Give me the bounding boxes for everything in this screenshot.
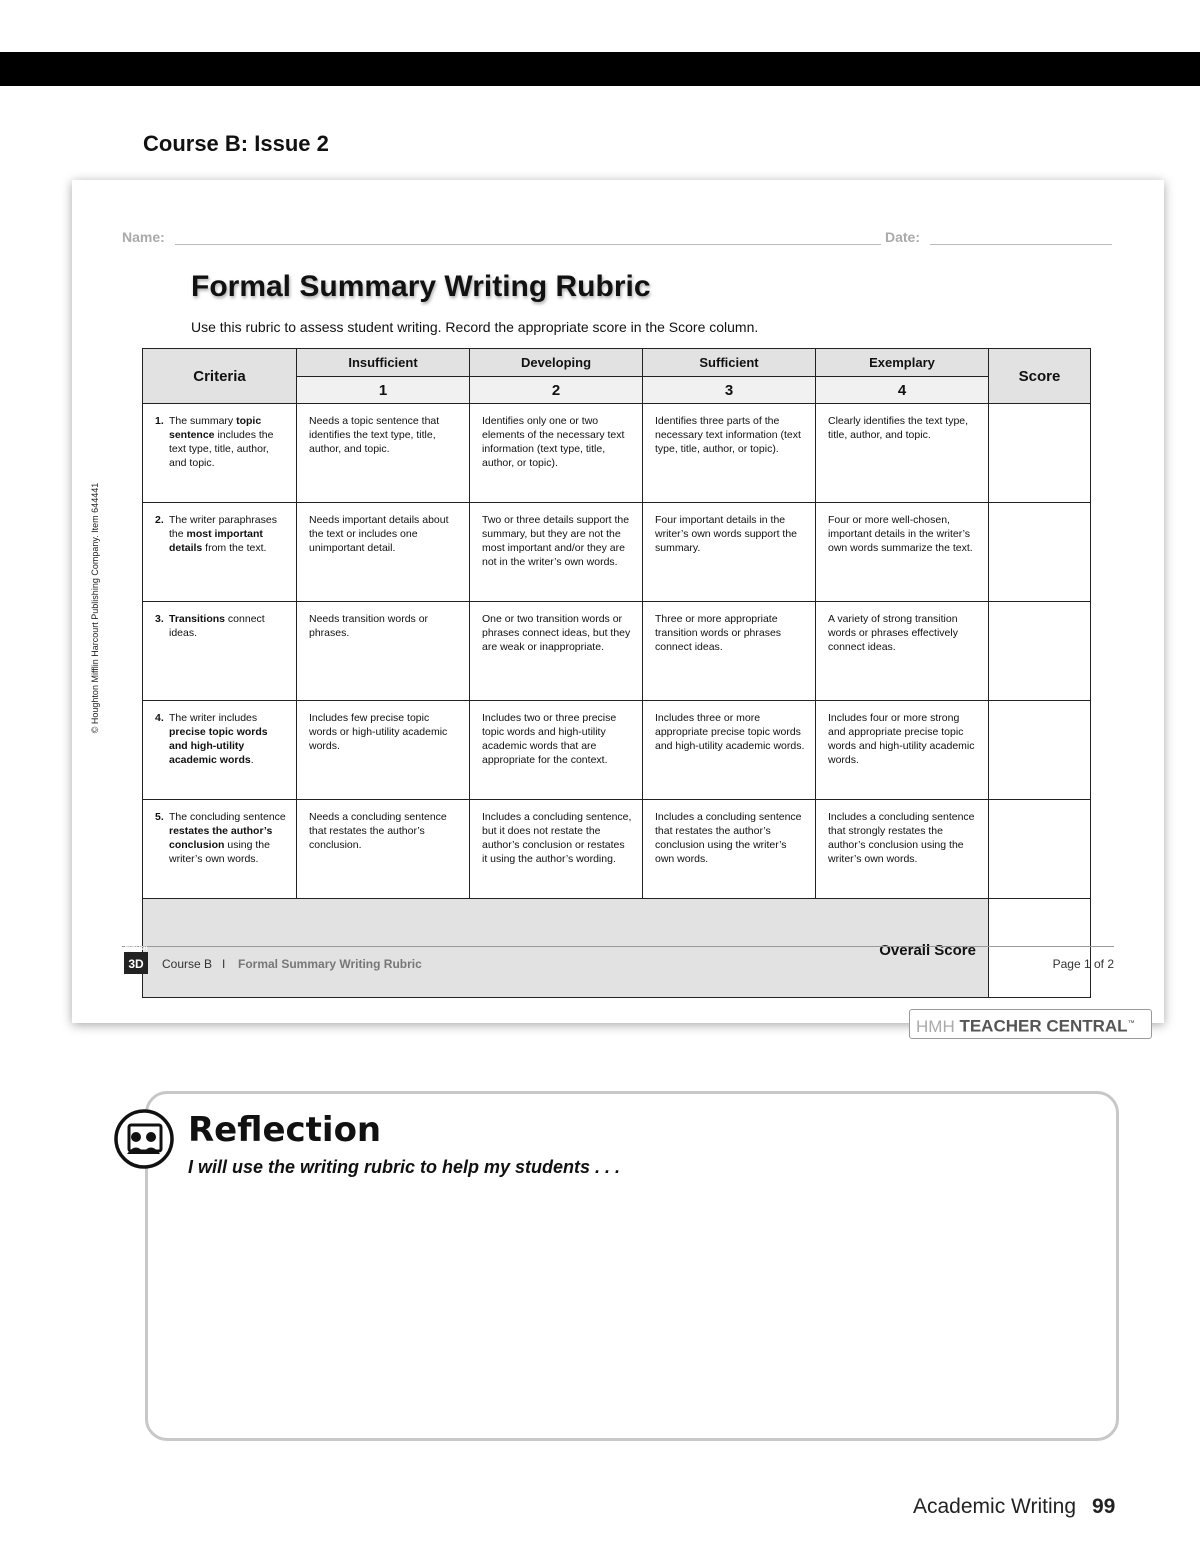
course-title: Course B: Issue 2: [143, 131, 329, 156]
rubric-title: Formal Summary Writing Rubric: [191, 270, 651, 303]
descriptor-cell: Four or more well-chosen, important details in the writer’s own words summarize the text.: [816, 503, 989, 602]
descriptor-cell: A variety of strong transition words or phrases effectively connect ideas.: [816, 602, 989, 701]
criterion-text-segment: The summary: [169, 415, 237, 427]
descriptor-cell: Identifies only one or two elements of the necessary text information (text type, title, author, or topic).: [470, 404, 643, 503]
level-label-developing: Developing: [470, 349, 643, 377]
date-line: [930, 244, 1112, 245]
copyright-notice: © Houghton Mifflin Harcourt Publishing Company. Item 644441: [90, 482, 100, 734]
descriptor-cell: One or two transition words or phrases connect ideas, but they are weak or inappropriate.: [470, 602, 643, 701]
criterion-text-segment: The concluding sentence: [169, 811, 286, 823]
date-label: Date:: [885, 229, 921, 245]
criterion-number: 1.: [155, 415, 164, 427]
trademark-mark: ™: [1127, 1020, 1135, 1027]
criterion-number: 2.: [155, 514, 164, 526]
descriptor-cell: Needs transition words or phrases.: [297, 602, 470, 701]
hmh-brand: HMH: [916, 1016, 955, 1036]
criterion-text-segment: topic sentence: [169, 415, 262, 441]
descriptor-cell: Includes a concluding sentence that strongly restates the author’s conclusion using the writer’s own words.: [816, 800, 989, 899]
rubric-table: [142, 348, 1091, 998]
name-date-row: [122, 229, 1112, 249]
criterion-cell: [143, 404, 297, 503]
criterion-number: 4.: [155, 712, 164, 724]
descriptor-cell: Two or three details support the summary, but they are not the most important and/or they are not in the writer’s own words.: [470, 503, 643, 602]
footer-separator: I: [222, 957, 226, 971]
descriptor-cell: Identifies three parts of the necessary text information (text type, title, author, or topic).: [643, 404, 816, 503]
rubric-instructions: Use this rubric to assess student writing. Record the appropriate score in the Score column.: [191, 319, 759, 335]
criterion-cell: [143, 800, 297, 899]
handout-footer-divider: [122, 946, 1114, 947]
level-label-sufficient: Sufficient: [643, 349, 816, 377]
criterion-text: [169, 711, 286, 767]
level-label-exemplary: Exemplary: [816, 349, 989, 377]
criterion-number: 3.: [155, 613, 164, 625]
hmh-teacher-central-badge[interactable]: [909, 1009, 1152, 1039]
criterion-text-segment: .: [250, 754, 254, 766]
criterion-number: 5.: [155, 811, 164, 823]
level-points: 2: [470, 377, 643, 404]
descriptor-cell: Needs important details about the text or includes one unimportant detail.: [297, 503, 470, 602]
level-points: 4: [816, 377, 989, 404]
score-header: Score: [989, 349, 1091, 404]
criterion-text-segment: connect ideas.: [169, 613, 265, 639]
score-cell: [989, 503, 1091, 602]
criterion-cell: [143, 701, 297, 800]
criterion-text-segment: from the text.: [202, 542, 267, 554]
descriptor-cell: Includes few precise topic words or high-utility academic words.: [297, 701, 470, 800]
criteria-header: Criteria: [143, 349, 297, 404]
rubric-row: [143, 404, 1091, 503]
overall-score-cell: [989, 899, 1091, 998]
descriptor-cell: Includes three or more appropriate precise topic words and high-utility academic words.: [643, 701, 816, 800]
descriptor-cell: Includes four or more strong and appropriate precise topic words and high-utility academic words.: [816, 701, 989, 800]
criterion-text-segment: using the writer’s own words.: [169, 839, 270, 865]
footer-page-count: Page 1 of 2: [1052, 957, 1114, 971]
criterion-text-segment: The writer includes: [169, 712, 258, 724]
footer-title: Formal Summary Writing Rubric: [238, 957, 422, 971]
top-header-bar: [0, 52, 1200, 86]
descriptor-cell: Three or more appropriate transition words or phrases connect ideas.: [643, 602, 816, 701]
descriptor-cell: Four important details in the writer’s own words support the summary.: [643, 503, 816, 602]
reflection-title: Reflection: [188, 1110, 382, 1150]
criterion-text-segment: precise topic words and high-utility academic words: [169, 726, 268, 766]
descriptor-cell: Clearly identifies the text type, title, author, and topic.: [816, 404, 989, 503]
page-footer-label: Academic Writing: [913, 1495, 1076, 1518]
score-cell: [989, 404, 1091, 503]
score-cell: [989, 602, 1091, 701]
descriptor-cell: Needs a topic sentence that identifies the text type, title, author, and topic.: [297, 404, 470, 503]
rubric-row: [143, 800, 1091, 899]
name-label: Name:: [122, 229, 165, 245]
name-line: [175, 244, 881, 245]
presentation-icon: [114, 1109, 174, 1169]
teacher-central-text: TEACHER CENTRAL: [959, 1016, 1128, 1036]
criterion-text: [169, 810, 286, 866]
level-label-insufficient: Insufficient: [297, 349, 470, 377]
criterion-text-segment: restates the author’s conclusion: [169, 825, 273, 851]
overall-score-label: Overall Score: [143, 899, 989, 998]
page-number: 99: [1092, 1495, 1116, 1518]
descriptor-cell: Includes two or three precise topic words and high-utility academic words that are appropriate for the context.: [470, 701, 643, 800]
rubric-row: [143, 503, 1091, 602]
criterion-text-segment: most important details: [169, 528, 263, 554]
logo-main-text: 3D: [128, 957, 144, 971]
english-3d-logo: [124, 946, 148, 974]
descriptor-cell: Needs a concluding sentence that restates the author’s conclusion.: [297, 800, 470, 899]
criterion-text-segment: includes the text type, title, author, and topic.: [169, 429, 274, 469]
rubric-row: [143, 701, 1091, 800]
footer-course: Course B: [162, 957, 213, 971]
criterion-text-segment: The writer paraphrases the: [169, 514, 277, 540]
logo-top-text: ENGLISH: [124, 946, 148, 952]
descriptor-cell: Includes a concluding sentence that restates the author’s conclusion using the writer’s own words.: [643, 800, 816, 899]
criterion-cell: [143, 503, 297, 602]
criterion-text-segment: Transitions: [169, 613, 226, 625]
score-cell: [989, 701, 1091, 800]
reflection-prompt: I will use the writing rubric to help my students . . .: [188, 1157, 621, 1177]
criterion-text: [169, 612, 286, 640]
descriptor-cell: Includes a concluding sentence, but it does not restate the author’s conclusion or restates it using the author’s wording.: [470, 800, 643, 899]
criterion-cell: [143, 602, 297, 701]
score-cell: [989, 800, 1091, 899]
criterion-text: [169, 414, 286, 470]
rubric-row: [143, 602, 1091, 701]
level-points: 3: [643, 377, 816, 404]
criterion-text: [169, 513, 286, 555]
level-points: 1: [297, 377, 470, 404]
